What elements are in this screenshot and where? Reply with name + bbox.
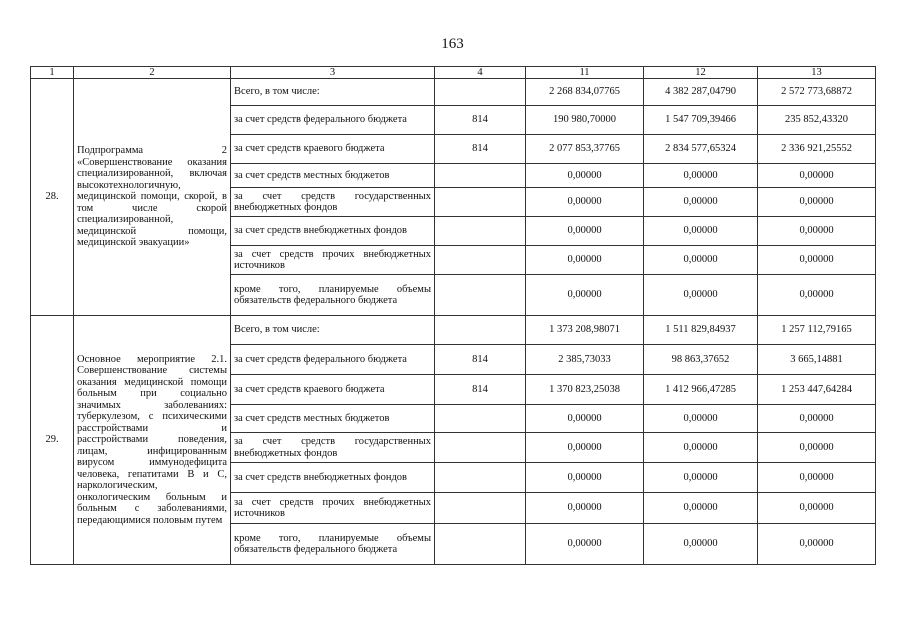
budget-code: 814	[435, 135, 526, 164]
value-col-13: 0,00000	[758, 217, 876, 246]
value-col-11: 0,00000	[526, 164, 644, 188]
value-col-12: 0,00000	[644, 433, 758, 463]
funding-source-label: за счет средств прочих внебюджетных источников	[231, 493, 435, 524]
value-col-11: 190 980,70000	[526, 106, 644, 135]
budget-code	[435, 188, 526, 217]
table-body	[31, 79, 876, 565]
value-col-11: 0,00000	[526, 246, 644, 275]
funding-source-label: за счет средств краевого бюджета	[231, 135, 435, 164]
value-col-13: 0,00000	[758, 164, 876, 188]
funding-source-label: за счет средств местных бюджетов	[231, 164, 435, 188]
funding-source-label: за счет средств внебюджетных фондов	[231, 463, 435, 493]
funding-source-label: Всего, в том числе:	[231, 79, 435, 106]
header-cell-4: 4	[435, 67, 526, 79]
value-col-12: 0,00000	[644, 164, 758, 188]
funding-source-label: за счет средств краевого бюджета	[231, 375, 435, 405]
value-col-11: 0,00000	[526, 493, 644, 524]
header-cell-3: 3	[231, 67, 435, 79]
value-col-12: 2 834 577,65324	[644, 135, 758, 164]
budget-code: 814	[435, 345, 526, 375]
budget-code	[435, 79, 526, 106]
value-col-12: 4 382 287,04790	[644, 79, 758, 106]
funding-source-label: за счет средств государственных внебюджетных фондов	[231, 433, 435, 463]
value-col-12: 98 863,37652	[644, 345, 758, 375]
value-col-13: 3 665,14881	[758, 345, 876, 375]
budget-code	[435, 493, 526, 524]
header-cell-1: 1	[31, 67, 74, 79]
header-cell-2: 2	[74, 67, 231, 79]
value-col-11: 0,00000	[526, 463, 644, 493]
value-col-13: 1 253 447,64284	[758, 375, 876, 405]
funding-source-label: за счет средств федерального бюджета	[231, 106, 435, 135]
value-col-13: 0,00000	[758, 433, 876, 463]
funding-source-label: кроме того, планируемые объемы обязательств федерального бюджета	[231, 275, 435, 316]
budget-table	[30, 66, 876, 565]
value-col-11: 2 077 853,37765	[526, 135, 644, 164]
budget-code: 814	[435, 375, 526, 405]
value-col-12: 0,00000	[644, 217, 758, 246]
value-col-12: 0,00000	[644, 405, 758, 433]
value-col-13: 0,00000	[758, 493, 876, 524]
funding-source-label: за счет средств федерального бюджета	[231, 345, 435, 375]
budget-code	[435, 217, 526, 246]
funding-source-label: за счет средств местных бюджетов	[231, 405, 435, 433]
value-col-13: 1 257 112,79165	[758, 316, 876, 345]
program-name: Основное мероприятие 2.1. Совершенствование системы оказания медицинской помощи больным при социально значимых заболеваниях: туберкулезом, с психическими расстройствами и расстройствами поведения, лицам, инфицированным вирусом иммунодефицита человека, гепатитами В и С, наркологическим, онкологическим больным и больным с заболеваниями, передающимися половым путем	[74, 316, 231, 565]
value-col-13: 0,00000	[758, 463, 876, 493]
value-col-12: 1 547 709,39466	[644, 106, 758, 135]
row-number: 29.	[31, 316, 74, 565]
table-row	[31, 316, 876, 345]
value-col-11: 0,00000	[526, 275, 644, 316]
value-col-11: 0,00000	[526, 188, 644, 217]
value-col-13: 2 572 773,68872	[758, 79, 876, 106]
value-col-11: 0,00000	[526, 433, 644, 463]
value-col-13: 0,00000	[758, 405, 876, 433]
value-col-13: 2 336 921,25552	[758, 135, 876, 164]
budget-code	[435, 405, 526, 433]
value-col-12: 1 412 966,47285	[644, 375, 758, 405]
budget-code	[435, 316, 526, 345]
value-col-12: 0,00000	[644, 463, 758, 493]
value-col-11: 2 385,73033	[526, 345, 644, 375]
table-row	[31, 79, 876, 106]
value-col-13: 0,00000	[758, 188, 876, 217]
page-number: 163	[441, 36, 464, 52]
value-col-12: 0,00000	[644, 493, 758, 524]
value-col-11: 0,00000	[526, 524, 644, 565]
header-cell-12: 12	[644, 67, 758, 79]
budget-code	[435, 164, 526, 188]
budget-code: 814	[435, 106, 526, 135]
header-cell-11: 11	[526, 67, 644, 79]
funding-source-label: кроме того, планируемые объемы обязательств федерального бюджета	[231, 524, 435, 565]
funding-source-label: за счет средств внебюджетных фондов	[231, 217, 435, 246]
row-number: 28.	[31, 79, 74, 316]
funding-source-label: за счет средств прочих внебюджетных источников	[231, 246, 435, 275]
value-col-11: 0,00000	[526, 217, 644, 246]
funding-source-label: Всего, в том числе:	[231, 316, 435, 345]
funding-source-label: за счет средств государственных внебюджетных фондов	[231, 188, 435, 217]
value-col-13: 0,00000	[758, 246, 876, 275]
value-col-13: 0,00000	[758, 524, 876, 565]
header-cell-13: 13	[758, 67, 876, 79]
value-col-13: 0,00000	[758, 275, 876, 316]
program-name: Подпрограмма 2 «Совершенствование оказания специализированной, включая высокотехнологичную, медицинской помощи, скорой, в том числе скорой специализированной, медицинской помощи, медицинской эвакуации»	[74, 79, 231, 316]
value-col-11: 1 373 208,98071	[526, 316, 644, 345]
budget-code	[435, 246, 526, 275]
value-col-12: 1 511 829,84937	[644, 316, 758, 345]
budget-code	[435, 433, 526, 463]
value-col-11: 2 268 834,07765	[526, 79, 644, 106]
value-col-13: 235 852,43320	[758, 106, 876, 135]
budget-code	[435, 463, 526, 493]
value-col-12: 0,00000	[644, 188, 758, 217]
value-col-12: 0,00000	[644, 275, 758, 316]
header-row	[31, 67, 876, 79]
value-col-11: 0,00000	[526, 405, 644, 433]
budget-code	[435, 524, 526, 565]
budget-code	[435, 275, 526, 316]
value-col-12: 0,00000	[644, 524, 758, 565]
value-col-11: 1 370 823,25038	[526, 375, 644, 405]
value-col-12: 0,00000	[644, 246, 758, 275]
